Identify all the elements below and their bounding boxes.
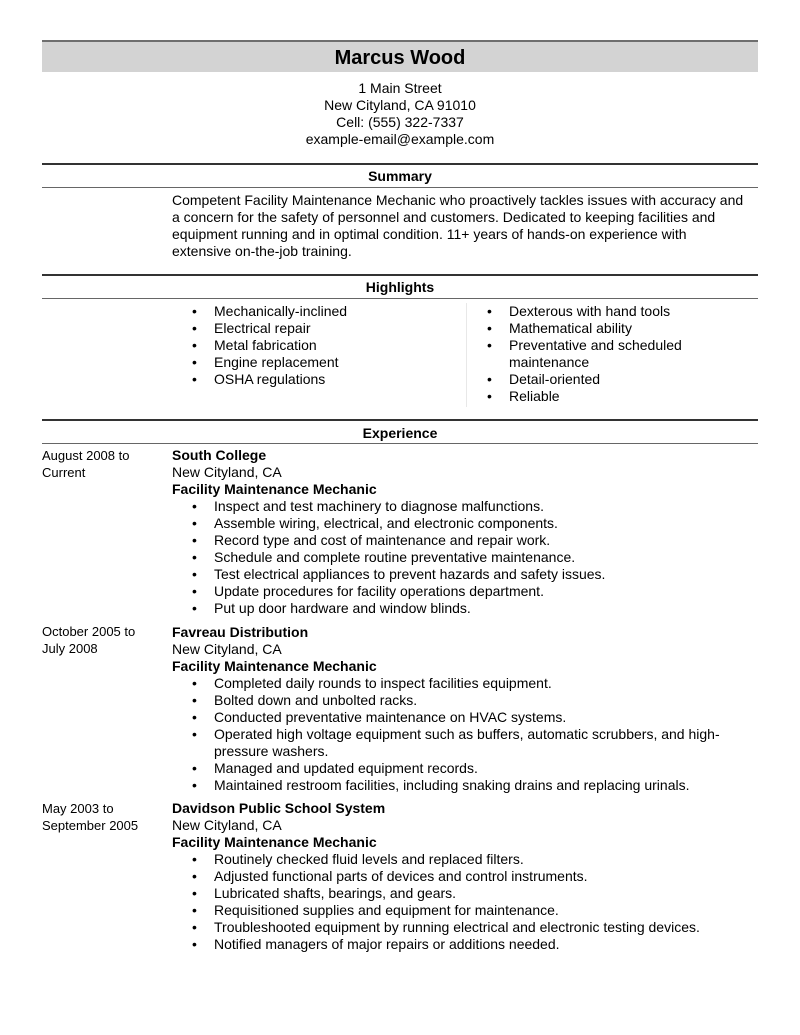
experience-bottom-rule (42, 443, 758, 444)
job-date-start: May 2003 to (42, 801, 114, 816)
experience-top-rule (42, 419, 758, 421)
summary-bottom-rule (42, 187, 758, 188)
highlight-item: • Engine replacement (172, 354, 462, 371)
job-duty: • Bolted down and unbolted racks. (172, 692, 762, 709)
job-duty: • Operated high voltage equipment such as buffers, automatic scrubbers, and high-pressure washers. (172, 726, 734, 760)
job-duty: • Completed daily rounds to inspect facilities equipment. (172, 675, 762, 692)
job-date-end: September 2005 (42, 818, 139, 833)
address-line: 1 Main Street (358, 80, 442, 96)
job-title: Facility Maintenance Mechanic (172, 658, 377, 674)
city-line: New Cityland, CA 91010 (324, 97, 476, 113)
job-location: New Cityland, CA (172, 641, 282, 657)
summary-top-rule (42, 163, 758, 165)
job-duty: • Schedule and complete routine preventative maintenance. (172, 549, 762, 566)
highlights-bottom-rule (42, 298, 758, 299)
job-entry (172, 447, 762, 617)
job-duty: • Notified managers of major repairs or additions needed. (172, 936, 762, 953)
job-duty: • Routinely checked fluid levels and replaced filters. (172, 851, 762, 868)
job-duty: • Adjusted functional parts of devices and control instruments. (172, 868, 762, 885)
job-duty: • Conducted preventative maintenance on HVAC systems. (172, 709, 762, 726)
job-company: South College (172, 447, 267, 463)
highlight-item: • Mathematical ability (467, 320, 707, 337)
highlight-item: • OSHA regulations (172, 371, 462, 388)
job-date-start: October 2005 to (42, 624, 136, 639)
highlights-top-rule (42, 274, 758, 276)
experience-heading: Experience (362, 425, 438, 441)
job-duty: • Test electrical appliances to prevent hazards and safety issues. (172, 566, 762, 583)
job-dates (42, 623, 162, 657)
job-title: Facility Maintenance Mechanic (172, 834, 377, 850)
cell-line: Cell: (555) 322-7337 (336, 114, 464, 130)
highlight-item: • Metal fabrication (172, 337, 462, 354)
job-duty: • Lubricated shafts, bearings, and gears. (172, 885, 762, 902)
job-duty: • Requisitioned supplies and equipment for maintenance. (172, 902, 762, 919)
job-dates (42, 447, 162, 481)
job-duty: • Managed and updated equipment records. (172, 760, 762, 777)
job-company: Davidson Public School System (172, 800, 386, 816)
job-duty: • Put up door hardware and window blinds. (172, 600, 762, 617)
job-entry (172, 800, 762, 953)
candidate-name: Marcus Wood (42, 40, 758, 72)
highlights-right-column (467, 303, 707, 405)
job-duty: • Troubleshooted equipment by running electrical and electronic testing devices. (172, 919, 762, 936)
summary-text (172, 192, 762, 260)
email-line: example-email@example.com (305, 131, 495, 147)
job-entry (172, 624, 762, 794)
job-duty: • Maintained restroom facilities, including snaking drains and replacing urinals. (172, 777, 762, 794)
job-duty: • Record type and cost of maintenance and repair work. (172, 532, 762, 549)
job-dates (42, 800, 162, 834)
contact-block (42, 80, 758, 148)
summary-line: a concern for the safety of personnel and customers. Dedicated to keeping facilities and (172, 209, 716, 225)
highlights-heading: Highlights (365, 279, 435, 295)
summary-heading: Summary (368, 168, 432, 184)
highlight-item: • Preventative and scheduled maintenance (467, 337, 707, 371)
job-date-end: July 2008 (42, 641, 98, 656)
job-title: Facility Maintenance Mechanic (172, 481, 377, 497)
job-duty: • Inspect and test machinery to diagnose malfunctions. (172, 498, 762, 515)
summary-line: Competent Facility Maintenance Mechanic who proactively tackles issues with accuracy and (172, 192, 744, 208)
highlight-item: • Dexterous with hand tools (467, 303, 707, 320)
job-date-end: Current (42, 465, 86, 480)
summary-line: extensive on-the-job training. (172, 243, 352, 259)
highlight-item: • Electrical repair (172, 320, 462, 337)
job-location: New Cityland, CA (172, 817, 282, 833)
highlight-item: • Reliable (467, 388, 707, 405)
highlight-item: • Detail-oriented (467, 371, 707, 388)
job-date-start: August 2008 to (42, 448, 130, 463)
job-duty: • Assemble wiring, electrical, and electronic components. (172, 515, 762, 532)
job-duty: • Update procedures for facility operations department. (172, 583, 762, 600)
job-location: New Cityland, CA (172, 464, 282, 480)
highlights-left-column (172, 303, 462, 388)
job-company: Favreau Distribution (172, 624, 309, 640)
summary-line: equipment running and in optimal condition. 11+ years of hands-on experience with (172, 226, 687, 242)
highlight-item: • Mechanically-inclined (172, 303, 462, 320)
